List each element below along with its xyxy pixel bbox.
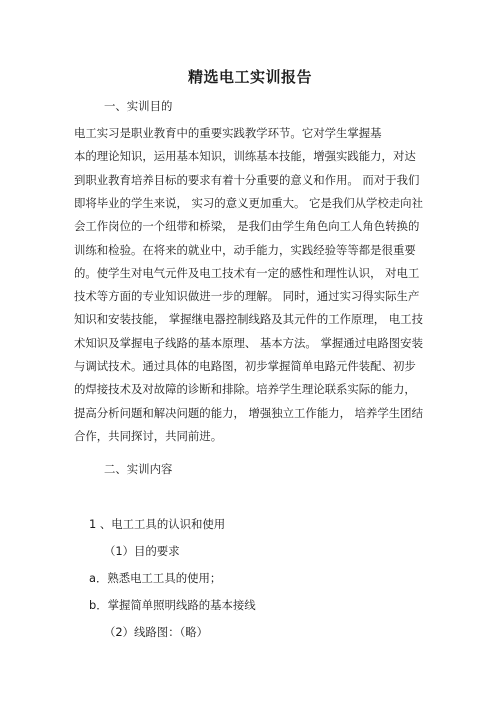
paragraph-line: 电工实习是职业教育中的重要实践教学环节。它对学生掌握基 (74, 126, 382, 140)
paragraph-line: 到职业教育培养目标的要求有着十分重要的意义和作用。 而对于我们 (74, 172, 420, 187)
paragraph-line: 合作，共同探讨，共同前进。 (74, 428, 223, 443)
paragraph-line: 训练和检验。在将来的就业中，动手能力，实践经验等等都是很重要 (74, 242, 416, 257)
paragraph-line: 本的理论知识，运用基本知识，训练基本技能，增强实践能力，对达 (74, 149, 416, 164)
paragraph-line: 即将毕业的学生来说， 实习的意义更加重大。 它是我们从学校走向社 (74, 195, 423, 210)
section-heading-content: 二、实训内容 (104, 462, 173, 476)
paragraph-line: 与调试技术。通过具体的电路图，初步掌握简单电路元件装配、初步 (74, 359, 416, 373)
paragraph-line: 会工作岗位的一个纽带和桥梁， 是我们由学生角色向工人角色转换的 (74, 219, 420, 234)
paragraph-line: 知识和安装技能， 掌握继电器控制线路及其元件的工作原理， 电工技 (74, 312, 423, 327)
paragraph-line: 术知识及掌握电子线路的基本原理、 基本方法。 掌握通过电路图安装 (74, 335, 423, 350)
list-item-tools: 1 、电工工具的认识和使用 (89, 517, 226, 531)
document-title: 精选电工实训报告 (187, 68, 312, 86)
subheading-objectives: （1）目的要求 (104, 544, 180, 558)
list-item-b: b．掌握简单照明线路的基本接线 (89, 598, 256, 612)
section-heading-purpose: 一、实训目的 (104, 99, 173, 113)
paragraph-line: 的。使学生对电气元件及电工技术有一定的感性和理性认识， 对电工 (74, 265, 420, 280)
paragraph-line: 的焊接技术及对故障的诊断和排除。培养学生理论联系实际的能力， (74, 382, 416, 397)
paragraph-line: 技术等方面的专业知识做进一步的理解。 同时，通过实习得实际生产 (74, 289, 420, 304)
list-item-a: a．熟悉电工工具的使用； (89, 571, 222, 585)
subheading-circuit-diagram: （2）线路图：（略） (104, 625, 209, 639)
paragraph-line: 提高分析问题和解决问题的能力， 增强独立工作能力， 培养学生团结 (74, 405, 423, 420)
